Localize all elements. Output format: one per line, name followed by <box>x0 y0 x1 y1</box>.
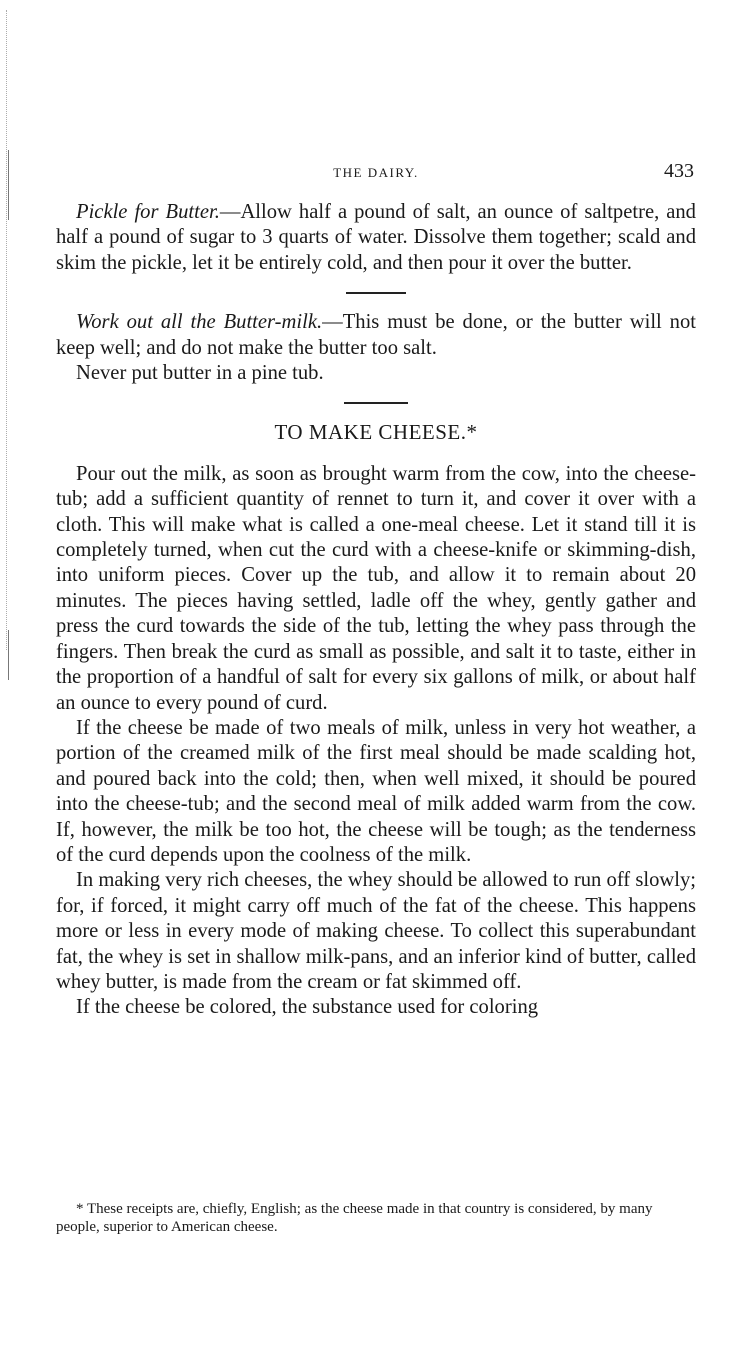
scan-edge-marks <box>6 10 11 650</box>
buttermilk-title: Work out all the Butter-milk. <box>76 311 323 334</box>
pickle-text: —Allow half a pound of salt, an ounce of saltpetre, and half a pound of sugar to 3 quarts of water. Dissolve them together; scald and skim the pickle, let it be entirely cold, and then pour it over the butter. <box>56 201 696 274</box>
cheese-paragraph-3: In making very rich cheeses, the whey should be allowed to run off slowly; for, if forced, it might carry off much of the fat of the cheese. This happens more or less in every mode of making cheese. To collect this superabundant fat, the whey is set in shallow milk-pans, and an inferior kind of butter, called whey butter, is made from the cream or fat skimmed off. <box>56 869 696 993</box>
pickle-paragraph <box>56 200 696 276</box>
cheese-paragraph-1: Pour out the milk, as soon as brought warm from the cow, into the cheese-tub; add a sufficient quantity of rennet to turn it, and cover it over with a cloth. This will make what is called a one-meal cheese. Let it stand till it is completely turned, when cut the curd with a cheese-knife or skimming-dish, into uniform pieces. Cover up the tub, and allow it to remain about 20 minutes. The pieces having settled, ladle off the whey, gently gather and press the curd towards the side of the tub, letting the whey pass through the fingers. Then break the curd as small as possible, and salt it to taste, either in the proportion of a handful of salt for every six gallons of milk, or about half an ounce to every pound of curd. <box>56 462 696 714</box>
section-divider <box>344 402 408 404</box>
scan-edge-mark <box>8 630 13 680</box>
pickle-title: Pickle for Butter. <box>76 201 220 223</box>
page-number: 433 <box>664 160 694 182</box>
scan-edge-mark <box>8 150 13 220</box>
running-head: THE DAIRY. <box>333 165 419 180</box>
buttermilk-text: —This must be done, or the butter will not keep well; and do not make the butter too salt. <box>56 311 696 359</box>
page-header <box>56 160 696 184</box>
section-heading: TO MAKE CHEESE.* <box>274 420 478 445</box>
page-body <box>56 200 696 1021</box>
section-divider <box>346 292 406 294</box>
cheese-paragraph-4: If the cheese be colored, the substance used for coloring <box>76 996 539 1019</box>
buttermilk-paragraph-2: Never put butter in a pine tub. <box>76 362 324 385</box>
buttermilk-paragraph <box>56 310 696 361</box>
cheese-paragraph-2: If the cheese be made of two meals of milk, unless in very hot weather, a portion of the creamed milk of the first meal should be made scalding hot, and poured back into the cold; then, when well mixed, it should be poured into the cheese-tub; and the second meal of milk added warm from the cow. If, however, the milk be too hot, the cheese will be tough; as the tenderness of the curd depends upon the coolness of the milk. <box>56 716 696 866</box>
footnote-text: * These receipts are, chiefly, English; as the cheese made in that country is considered, by many people, superior to American cheese. <box>56 1201 653 1235</box>
footnote <box>56 1200 696 1236</box>
